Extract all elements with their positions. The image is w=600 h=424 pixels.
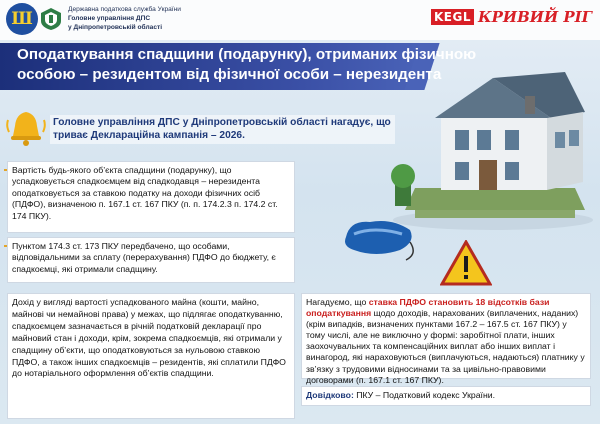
brand-city: КРИВИЙ РІГ bbox=[478, 8, 592, 26]
reference-label: Довідково: bbox=[306, 390, 354, 400]
agency-line-2: Головне управління ДПС bbox=[68, 15, 151, 22]
trident-emblem-icon: Ш bbox=[6, 3, 38, 35]
agency-name bbox=[68, 5, 181, 32]
house-icon bbox=[375, 60, 600, 230]
responsibility-text: Пунктом 174.3 ст. 173 ПКУ передбачено, що особами, відповідальними за сплату (перерахування) ПДФО до бюджету, є спадкоємці, які отримали спадщину. bbox=[12, 241, 276, 274]
income-declaration-text: Дохід у вигляді вартості успадкованого майна (кошти, майно, майнові чи немайнові права) у межах, що підлягає оподаткуванню, спадкоємцем зазначається в річній податковій декларації про майновий стан і доходи, крім, зокрема спадкоємців, які отримали у спадщину об’єкти, що оподатковуються за нульовою ставкою ПДФО, а також інших спадкоємців – резидентів, які сплатили ПДФО до нотаріального оформлення об’єктів спадщини. bbox=[12, 297, 286, 379]
reference-text: ПКУ – Податковий кодекс України. bbox=[353, 390, 496, 400]
brand-logo[interactable] bbox=[431, 8, 592, 26]
reminder-intro: Нагадуємо, що bbox=[306, 297, 369, 307]
brand-box: KEGL bbox=[431, 9, 474, 25]
header-bar bbox=[0, 0, 600, 40]
dps-logo-icon bbox=[40, 7, 62, 31]
tax-rate-reminder-card bbox=[301, 293, 591, 385]
inheritance-value-card bbox=[7, 161, 295, 233]
reminder-details: щодо доходів, нарахованих (виплачених, наданих) (крім випадків, визначених пунктами 167.2 – 167.5 ст. 167 ПКУ) у тому числі, але не виключно у формі: заробітної плати, інших заохочувальних та компенсаційних виплат або інших виплат і винагород, які нараховуються (виплачуються, надаються) платнику у зв’язку з трудовими відносинами та за цивільно-правовими договорами (п. 167.1 ст. 167 ПКУ). bbox=[306, 308, 585, 385]
responsibility-card bbox=[7, 237, 295, 283]
envelope-icon bbox=[340, 212, 420, 262]
agency-line-3: у Дніпропетровській області bbox=[68, 24, 163, 31]
inheritance-value-text: Вартість будь-якого об’єкта спадщини (подарунку), що успадковується спадкоємцем від спадкодавця – нерезидента оподатковується за ставкою податку на доходи фізичних осіб (ПДФО), визначеною п. 167.1 ст. 167 ПКУ (п. п. 174.2.3 п. 174.2 ст. 174 ПКУ). bbox=[12, 165, 278, 221]
agency-line-1: Державна податкова служба України bbox=[68, 6, 181, 13]
campaign-notice: Головне управління ДПС у Дніпропетровській області нагадує, що триває Деклараційна кампанія – 2026. bbox=[50, 115, 395, 144]
warning-sign-icon bbox=[440, 240, 492, 288]
income-declaration-card bbox=[7, 293, 295, 419]
tax-rate-highlight: ставка ПДФО становить 18 відсотків бази оподаткування bbox=[306, 297, 550, 319]
page-title: Оподаткування спадщини (подарунку), отриманих фізичною особою – резидентом від фізичної особи – нерезидента bbox=[17, 46, 477, 83]
bell-icon bbox=[6, 108, 46, 148]
reference-note bbox=[301, 386, 591, 406]
